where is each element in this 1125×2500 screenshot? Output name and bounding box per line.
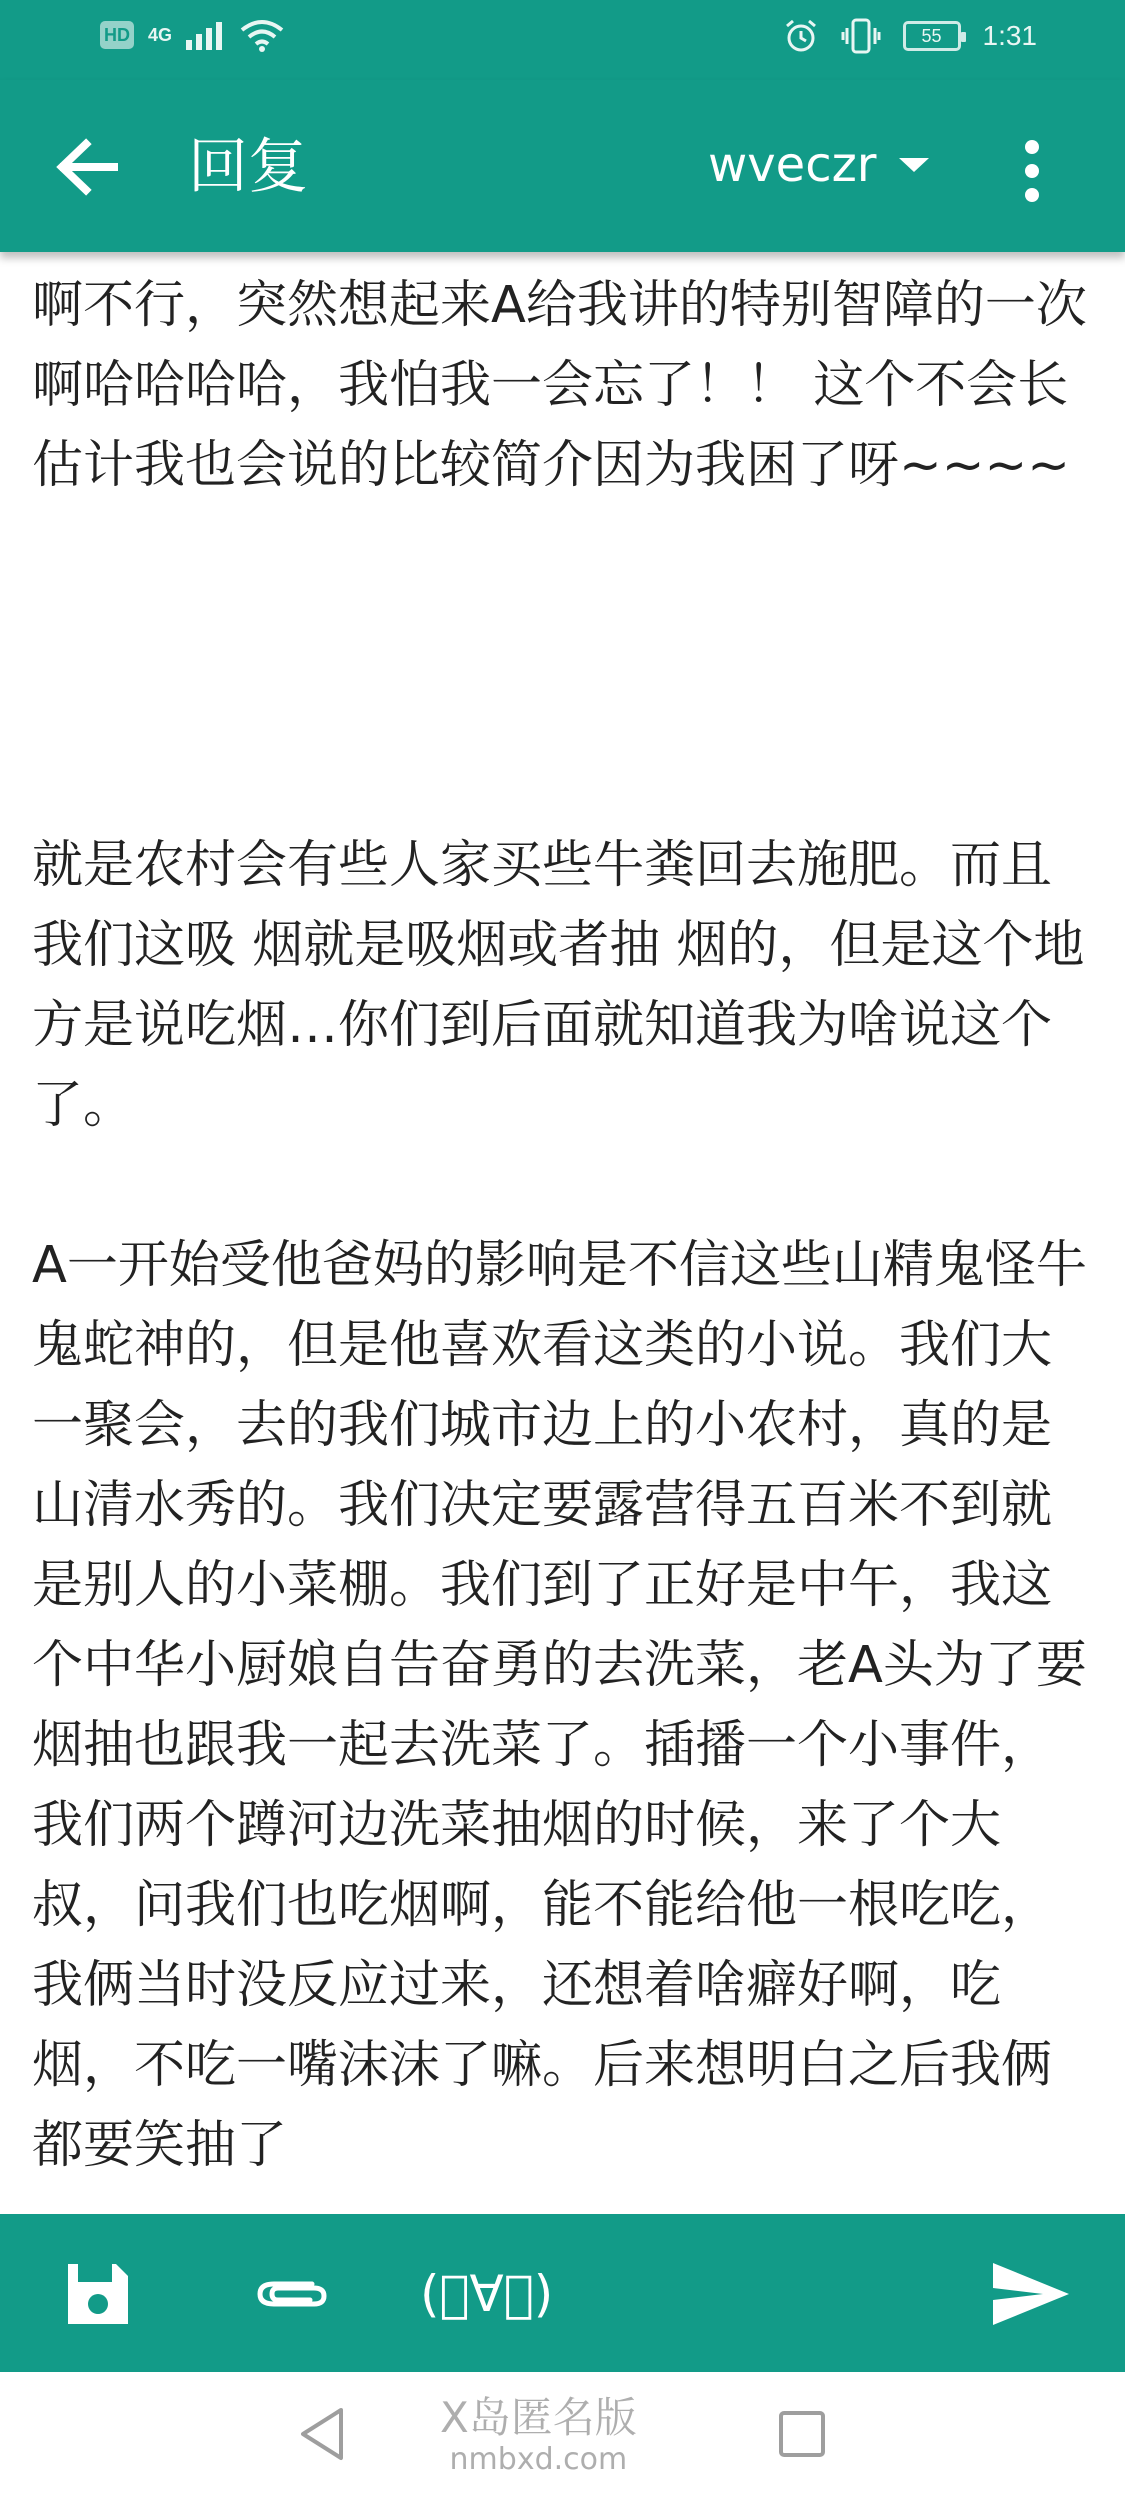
back-button[interactable]	[52, 132, 122, 202]
save-button[interactable]	[62, 2258, 134, 2330]
reply-text-input[interactable]: 啊不行，突然想起来A给我讲的特别智障的一次啊哈哈哈哈，我怕我一会忘了！！ 这个不会长估计我也会说的比较简介因为我困了呀~~~~ 就是农村会有些人家买些牛粪回去施肥。而且我们这吸 烟就是吸烟或者抽 烟的，但是这个地方是说吃烟…你们到后面就知道我为啥说这个了。 A一开始受他爸妈的影响是不信这些山精鬼怪牛鬼蛇神的，但是他喜欢看这类的小说。我们大一聚会，去的我们城市边上的小农村，真的是山清水秀的。我们决定要露营得五百米不到就是别人的小菜棚。我们到了正好是中午，我这个中华小厨娘自告奋勇的去洗菜，老A头为了要烟抽也跟我一起去洗菜了。插播一个小事件，我们两个蹲河边洗菜抽烟的时候，来了个大叔，问我们也吃烟啊，能不能给他一根吃吃，我俩当时没反应过来，还想着啥癖好啊，吃烟，不吃一嘴沫沫了嘛。后来想明白之后我俩都要笑抽了	[32, 276, 1087, 2175]
attachment-icon	[254, 2272, 330, 2316]
status-left	[100, 18, 284, 52]
send-icon	[991, 2261, 1071, 2327]
system-nav-bar	[0, 2372, 1125, 2500]
hd-badge: HD	[100, 21, 134, 49]
signal-icon	[186, 20, 226, 50]
account-name: wveczr	[708, 137, 877, 193]
watermark-line2: nmbxd.com	[449, 2442, 628, 2477]
bottom-action-bar	[0, 2214, 1125, 2372]
nav-back-button[interactable]	[290, 2402, 354, 2466]
status-bar	[0, 0, 1125, 80]
send-button[interactable]	[990, 2258, 1072, 2330]
app-toolbar	[0, 80, 1125, 252]
network-type: 4G	[148, 24, 173, 45]
nav-back-icon	[297, 2406, 347, 2462]
more-vert-icon[interactable]	[1012, 136, 1052, 206]
status-right	[783, 18, 1038, 54]
reply-editor-area[interactable]	[0, 252, 1125, 2214]
clock: 1:31	[982, 20, 1037, 51]
alarm-icon	[783, 18, 819, 54]
watermark-line1: X岛匿名版	[440, 2393, 637, 2442]
nav-recents-icon	[777, 2409, 827, 2459]
page-title: 回复	[188, 132, 308, 202]
back-arrow-icon	[52, 132, 122, 202]
save-icon	[64, 2260, 132, 2328]
nav-recents-button[interactable]	[770, 2402, 834, 2466]
kaomoji-button[interactable]: (ﾟ∀。)	[420, 2265, 554, 2323]
account-selector[interactable]	[708, 130, 929, 200]
watermark	[440, 2394, 637, 2478]
battery-indicator: 55	[903, 21, 961, 51]
vibrate-icon	[841, 18, 881, 54]
wifi-icon	[240, 18, 284, 52]
attach-button[interactable]	[254, 2258, 330, 2330]
chevron-down-icon	[899, 158, 929, 172]
